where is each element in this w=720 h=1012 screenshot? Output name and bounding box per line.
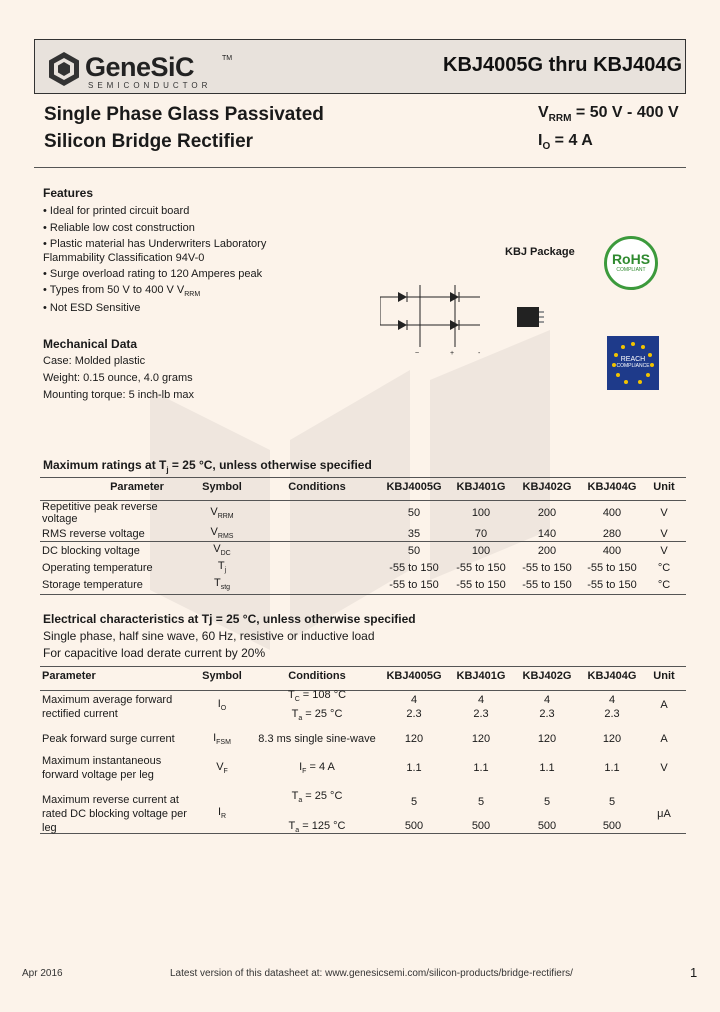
- logo-trademark: TM: [222, 55, 233, 62]
- column-header: Unit: [653, 480, 675, 493]
- table-row: Repetitive peak reverse voltage $V_{RRM}$ 50 100 200 400 V: [42, 501, 668, 525]
- page-number: 1: [690, 965, 698, 980]
- feature-item: • Ideal for printed circuit board: [43, 205, 190, 217]
- max-ratings-heading: Maximum ratings at $T_j = 25$ °C, unless otherwise specified: [43, 458, 372, 475]
- genesic-logo-icon: [46, 51, 82, 87]
- column-header: KBJ4005G: [386, 669, 442, 682]
- column-header: Parameter: [42, 669, 96, 682]
- circuit-label: ~: [415, 350, 420, 357]
- reach-badge: [607, 336, 659, 390]
- reach-subtext: COMPLIANCE: [616, 363, 650, 369]
- table-row: Maximum average forward rectified current $I_O$ $T_C = 108$ °C $T_a = 25$ °C 4 2.3 4 2.3 4 2.3 4 2.3 A: [42, 689, 668, 723]
- column-header: KBJ402G: [522, 480, 572, 493]
- table-row: DC blocking voltage $V_{DC}$ 50 100 200 400 V: [42, 543, 668, 558]
- product-title-line1: Single Phase Glass Passivated: [44, 104, 324, 125]
- electrical-note: For capacitive load derate current by 20%: [43, 646, 266, 660]
- mechanical-item: Weight: 0.15 ounce, 4.0 grams: [43, 372, 193, 384]
- package-label: KBJ Package: [505, 246, 575, 258]
- features-heading: Features: [43, 186, 94, 200]
- circuit-label: -: [478, 350, 481, 357]
- table-header-row: [42, 478, 682, 495]
- logo-name: GeneSiC: [85, 52, 195, 82]
- package-photo: [515, 305, 545, 331]
- mechanical-heading: Mechanical Data: [43, 337, 138, 351]
- feature-item: • Types from 50 V to 400 V $V_{RRM}$: [43, 284, 201, 299]
- column-header: KBJ401G: [456, 480, 506, 493]
- electrical-note: Single phase, half sine wave, 60 Hz, resistive or inductive load: [43, 629, 375, 643]
- electrical-table: [42, 667, 682, 843]
- table-row: Maximum reverse current at rated DC blocking voltage per leg $I_R$ $T_a = 25$ °C $T_a = 125$ °C 5 500 5 500 5 500 5 500 μA: [42, 790, 671, 834]
- table-header-row: [42, 667, 682, 684]
- column-header: KBJ404G: [587, 669, 637, 682]
- column-header: KBJ4005G: [386, 480, 442, 493]
- column-header: Conditions: [288, 480, 346, 493]
- current-spec: $I_O = 4$ A: [538, 132, 593, 153]
- rohs-subtext: COMPLIANT: [616, 267, 646, 273]
- electrical-heading: Electrical characteristics at Tj = 25 °C, unless otherwise specified: [43, 612, 416, 626]
- feature-item: • Not ESD Sensitive: [43, 302, 141, 314]
- feature-item: • Reliable low cost construction: [43, 222, 195, 234]
- rohs-badge: [604, 236, 658, 290]
- circuit-label: +: [450, 350, 455, 357]
- column-header: Symbol: [202, 669, 242, 682]
- product-title-line2: Silicon Bridge Rectifier: [44, 131, 254, 152]
- reach-text: REACH: [620, 356, 646, 363]
- table-row: Peak forward surge current $I_{FSM}$ 8.3 ms single sine-wave 120 120 120 120 A: [42, 732, 668, 747]
- column-header: KBJ404G: [587, 480, 637, 493]
- footer-link[interactable]: Latest version of this datasheet at: www.genesicsemi.com/silicon-products/bridge-rectifiers/: [170, 968, 573, 979]
- divider: [34, 167, 686, 168]
- table-row: Maximum instantaneous forward voltage per leg $V_F$ $I_F = 4$ A 1.1 1.1 1.1 1.1 V: [42, 755, 668, 782]
- footer-date: Apr 2016: [22, 968, 63, 979]
- column-header: Unit: [653, 669, 675, 682]
- rohs-text: RoHS: [611, 251, 651, 267]
- column-header: Symbol: [202, 480, 242, 493]
- table-row: RMS reverse voltage $V_{RMS}$ 35 70 140 280 V: [42, 526, 668, 541]
- feature-item: • Surge overload rating to 120 Amperes peak: [43, 268, 263, 280]
- column-header: Parameter: [110, 480, 164, 493]
- column-header: KBJ401G: [456, 669, 506, 682]
- table-row: Storage temperature $T_{stg}$ -55 to 150 -55 to 150 -55 to 150 -55 to 150 °C: [42, 577, 671, 592]
- column-header: Conditions: [288, 669, 346, 682]
- mechanical-item: Mounting torque: 5 inch-lb max: [43, 389, 195, 401]
- bridge-circuit-diagram: [380, 285, 490, 357]
- table-rule: [40, 594, 686, 595]
- logo-subtitle: SEMICONDUCTOR: [88, 81, 212, 90]
- max-ratings-table: [42, 478, 682, 593]
- mechanical-item: Case: Molded plastic: [43, 355, 146, 367]
- document-title: KBJ4005G thru KBJ404G: [443, 54, 682, 76]
- column-header: KBJ402G: [522, 669, 572, 682]
- feature-item: Flammability Classification 94V-0: [43, 252, 205, 264]
- table-row: Operating temperature $T_j$ -55 to 150 -55 to 150 -55 to 150 -55 to 150 °C: [42, 560, 671, 575]
- feature-item: • Plastic material has Underwriters Laboratory: [43, 238, 267, 250]
- voltage-spec: $V_{RRM} = 50$ V - 400 V: [538, 104, 679, 125]
